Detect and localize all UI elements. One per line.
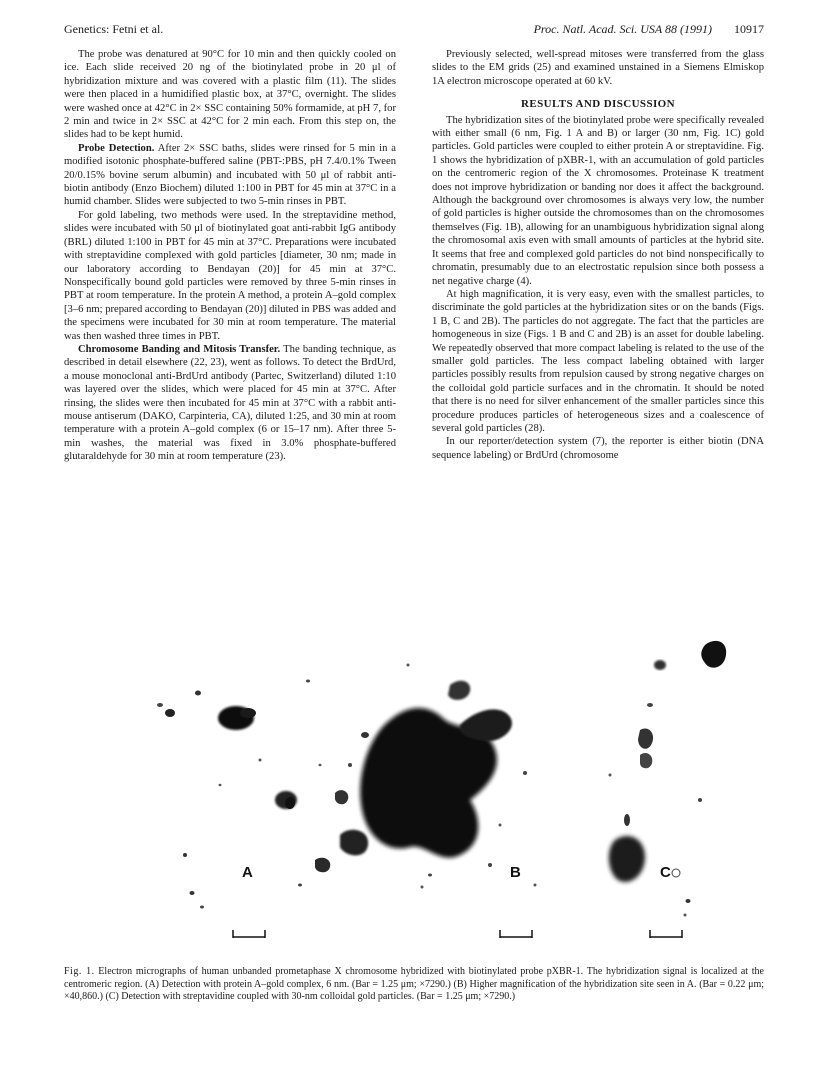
micrograph-svg <box>140 625 740 950</box>
figure-1-caption <box>64 966 764 1004</box>
paragraph-probe-denaturation: The probe was denatured at 90°C for 10 min and then quickly cooled on ice. Each slide received 20 ng of the biotinylated probe in 20 μl of hybridization mixture and was covered with a plastic film (11). The slides were then placed in a humidified plastic box, at 37°C, overnight. The slides were washed once at 42°C in 2× SSC containing 50% formamide, at pH 7, for 2 min and twice in 2× SSC at 42°C for 2 min each. From this step on, the slides had to be kept humid. <box>64 49 396 141</box>
header-journal-block <box>534 22 764 37</box>
paragraph-probe-detection <box>64 142 396 209</box>
paragraph-banding <box>64 343 396 464</box>
scale-bar-c <box>650 930 682 938</box>
paragraph-results-3: In our reporter/detection system (7), the reporter is either biotin (DNA sequence labeling) or BrdUrd (chromosome <box>432 436 764 461</box>
figure-1-micrographs <box>140 625 740 950</box>
panel-label-a: A <box>242 864 253 881</box>
scale-bar-b <box>500 930 532 938</box>
paragraph-probe-detection-text: After 2× SSC baths, slides were rinsed for 5 min in a modified isotonic phosphate-buffered saline (PBT-:PBS, pH 7.4/0.1% Tween 20/0.15% bovine serum albumin) and incubated with 50 μl of rabbit anti-biotin antibody (Enzo Biochem) diluted 1:100 in PBT for 45 min at 37°C in a humid chamber. Slides were subjected to two 5-min rinses in PBT. <box>64 142 396 208</box>
subheading-probe-detection: Probe Detection. <box>78 142 155 154</box>
left-column <box>64 48 396 464</box>
panel-b-micrograph <box>315 664 537 889</box>
right-column <box>432 48 764 462</box>
page-number: 10917 <box>734 22 764 36</box>
header-author: Genetics: Fetni et al. <box>64 22 164 36</box>
paragraph-mitosis-transfer: Previously selected, well-spread mitoses were transferred from the glass slides to the EM grids (25) and examined unstained in a Siemens Elmiskop 1A electron microscope operated at 60 kV. <box>432 49 764 87</box>
paragraph-banding-text: The banding technique, as described in detail elsewhere (22, 23), went as follows. To detect the BrdUrd, a mouse monoclonal anti-BrdUrd antibody (Partec, Switzerland) diluted 1:10 was layered over the slides, which were placed for 45 min at 37°C. After rinsing, the slides were then incubated for 45 min at 37°C with a rabbit anti-mouse antiserum (DAKO, Carpinteria, CA), diluted 1:25, and 30 min at room temperature with a protein A–gold complex (6 or 15–17 nm). After three 5-min washes, the material was fixed in 3.0% phosphate-buffered glutaraldehyde for 30 min at room temperature (23). <box>64 343 396 463</box>
paragraph-gold-labeling: For gold labeling, two methods were used. In the streptavidine method, slides were incubated with 50 μl of biotinylated goat anti-rabbit IgG antibody (BRL) diluted 1:100 in PBT for 45 min at 37°C. Preparations were incubated with streptavidine complexed with gold particles [diameter, 30 nm; made in our laboratory according to Bendayan (20)] for 45 min at 37°C. Nonspecifically bound gold particles were removed by three 5-min rinses in PBT at room temperature. In the protein A method, a protein A–gold complex [3–6 nm; prepared according to Bendayan (20)] diluted in PBS was added and the specimens were incubated for 30 min at room temperature. The material was then washed three times in PBT. <box>64 209 396 342</box>
caption-text: Electron micrographs of human unbanded prometaphase X chromosome hybridized with biotinylated probe pXBR-1. The hybridization signal is localized at the centromeric region. (A) Detection with protein A–gold complex, 6 nm. (Bar = 1.25 μm; ×7290.) (B) Higher magnification of the hybridization site seen in A. (Bar = 0.22 μm; ×40,860.) (C) Detection with streptavidine coupled with 30-nm colloidal gold particles. (Bar = 1.25 μm; ×7290.) <box>64 966 764 1003</box>
running-header <box>64 22 764 40</box>
caption-label: Fig. 1. <box>64 966 95 977</box>
panel-a-micrograph <box>157 680 322 909</box>
paragraph-results-2: At high magnification, it is very easy, even with the smallest particles, to discriminate the gold particles at the hybridization sites or on the bands (Figs. 1 B, C and 2B). The particles do not aggregate. The fact that the particles are homogeneous in size (Figs. 1 B and C and 2B) is an asset for double labeling. We repeatedly observed that more compact labeling is related to the use of the smaller gold particles. The less compact labeling obtained with larger particles possibly results from repulsion caused by strong negative charges on the colloidal gold particle surfaces and in the chromatin. It should be noted that there is no need for silver enhancement of the smaller particles since this procedure produces particles of heterogeneous sizes and a coalescence of several gold particles (28). <box>432 288 764 434</box>
panel-label-c: C <box>660 864 671 881</box>
header-journal: Proc. Natl. Acad. Sci. USA 88 (1991) <box>533 22 712 36</box>
subheading-banding: Chromosome Banding and Mitosis Transfer. <box>78 343 281 355</box>
paragraph-results-1: The hybridization sites of the biotinylated probe were specifically revealed with either small (6 nm, Fig. 1 A and B) or larger (30 nm, Fig. 1C) gold particles. Gold particles were coupled to either protein A or streptavidine. Fig. 1 shows the hybridization of pXBR-1, with an accumulation of gold particles on the centromeric region of the X chromosomes. Proteinase K treatment does not improve hybridization or banding nor does it affect the background. Although the background over chromosomes is always very low, the number of gold particles is higher outside the chromosomes than on the chromosomes themselves (Fig. 1B), allowing for an unambiguous hybridization signal along the chromosomal axis even with small amounts of particles at the hybrid site. It seems that free and complexed gold particles do not bind nonspecifically to chromatin, presumably due to an electrostatic repulsion since both possess a net negative charge (4). <box>432 114 764 287</box>
scale-bar-a <box>233 930 265 938</box>
section-heading-results: RESULTS AND DISCUSSION <box>521 98 675 111</box>
panel-label-b: B <box>510 864 521 881</box>
